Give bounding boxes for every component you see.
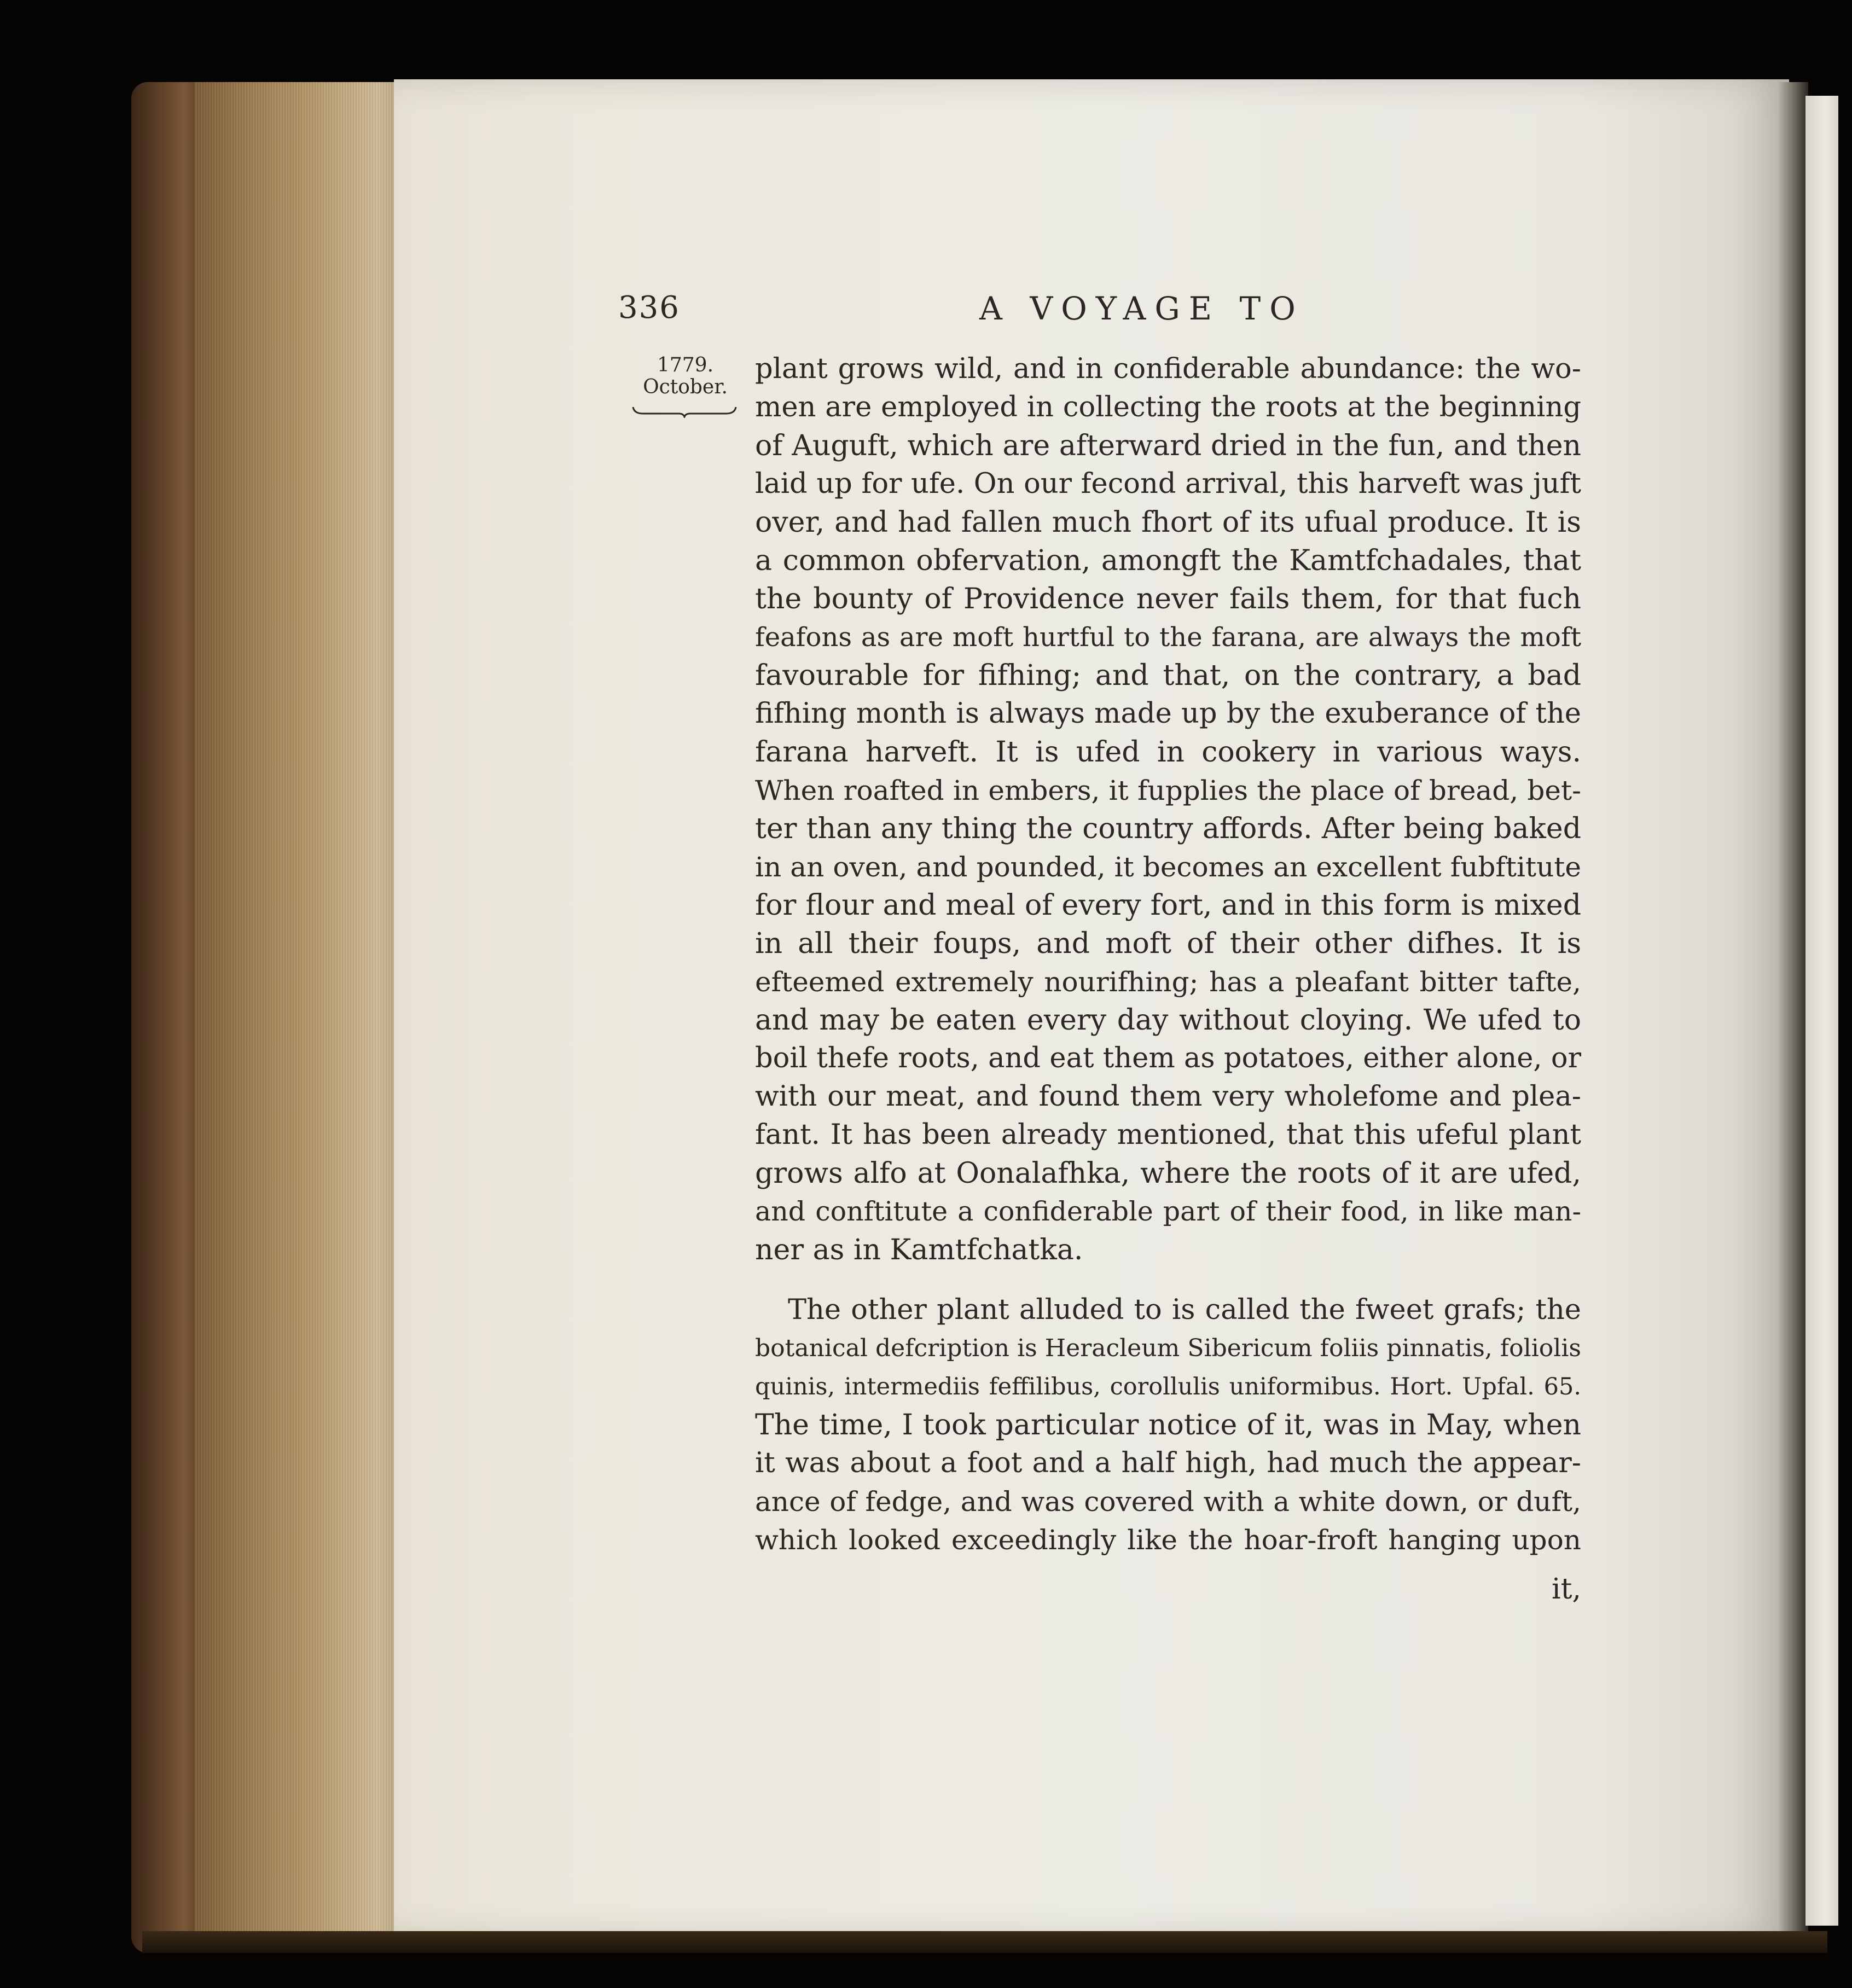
body-line-13: ter than any thing the country affords. After being baked [755,812,1581,845]
catchword: it, [1551,1573,1581,1606]
body-line-10: fifhing month is always made up by the exuberance of the [755,697,1581,730]
para2-line-3: quinis, intermediis feffilibus, corollulis uniformibus. Hort. Upfal. 65. [755,1373,1581,1400]
body-line-19: boil thefe roots, and eat them as potatoes, either alone, or [755,1042,1581,1074]
body-line-8: feafons as are moft hurtful to the farana, are always the moft [755,622,1581,653]
body-line-3: of Auguft, which are afterward dried in the fun, and then [755,429,1581,462]
body-line-23: and conftitute a confiderable part of their food, in like man- [755,1196,1581,1227]
para2-line-4: The time, I took particular notice of it, was in May, when [755,1409,1581,1441]
body-line-11: farana harveft. It is ufed in cookery in various ways. [755,736,1581,769]
body-line-9: favourable for fifhing; and that, on the contrary, a bad [755,659,1581,692]
body-line-14: in an oven, and pounded, it becomes an excellent fubftitute [755,851,1581,883]
body-line-22: grows alfo at Oonalafhka, where the roots of it are ufed, [755,1157,1581,1190]
para2-line-2: botanical defcription is Heracleum Sibericum foliis pinnatis, foliolis [755,1334,1581,1362]
running-head: A VOYAGE TO [979,290,1304,327]
margin-brace-icon [632,405,737,418]
body-line-17: efteemed extremely nourifhing; has a pleafant bitter tafte, [755,966,1581,998]
margin-month: October. [643,376,728,398]
para2-line-7: which looked exceedingly like the hoar-froft hanging upon [755,1524,1581,1556]
body-line-15: for flour and meal of every fort, and in this form is mixed [755,889,1581,922]
body-line-16: in all their foups, and moft of their other difhes. It is [755,927,1581,960]
body-line-1: plant grows wild, and in confiderable abundance: the wo- [755,353,1581,385]
margin-year: 1779. [657,354,714,376]
para2-line-5: it was about a foot and a half high, had much the appear- [755,1447,1581,1479]
body-line-4: laid up for ufe. On our fecond arrival, this harveft was juft [755,468,1581,500]
body-line-2: men are employed in collecting the roots at the beginning [755,391,1581,423]
para2-line-6: ance of fedge, and was covered with a white down, or duft, [755,1486,1581,1518]
body-line-24: ner as in Kamtfchatka. [755,1234,1083,1266]
margin-note [629,354,741,398]
body-line-20: with our meat, and found them very wholefome and plea- [755,1080,1581,1113]
body-line-6: a common obfervation, amongft the Kamtfchadales, that [755,544,1581,577]
body-line-7: the bounty of Providence never fails them, for that fuch [755,583,1581,615]
page-number: 336 [618,290,680,325]
body-line-5: over, and had fallen much fhort of its ufual produce. It is [755,506,1581,539]
body-line-12: When roafted in embers, it fupplies the place of bread, bet- [755,775,1581,806]
body-line-18: and may be eaten every day without cloying. We ufed to [755,1004,1581,1037]
para2-line-1: The other plant alluded to is called the fweet grafs; the [788,1294,1581,1326]
body-line-21: fant. It has been already mentioned, that this ufeful plant [755,1119,1581,1151]
